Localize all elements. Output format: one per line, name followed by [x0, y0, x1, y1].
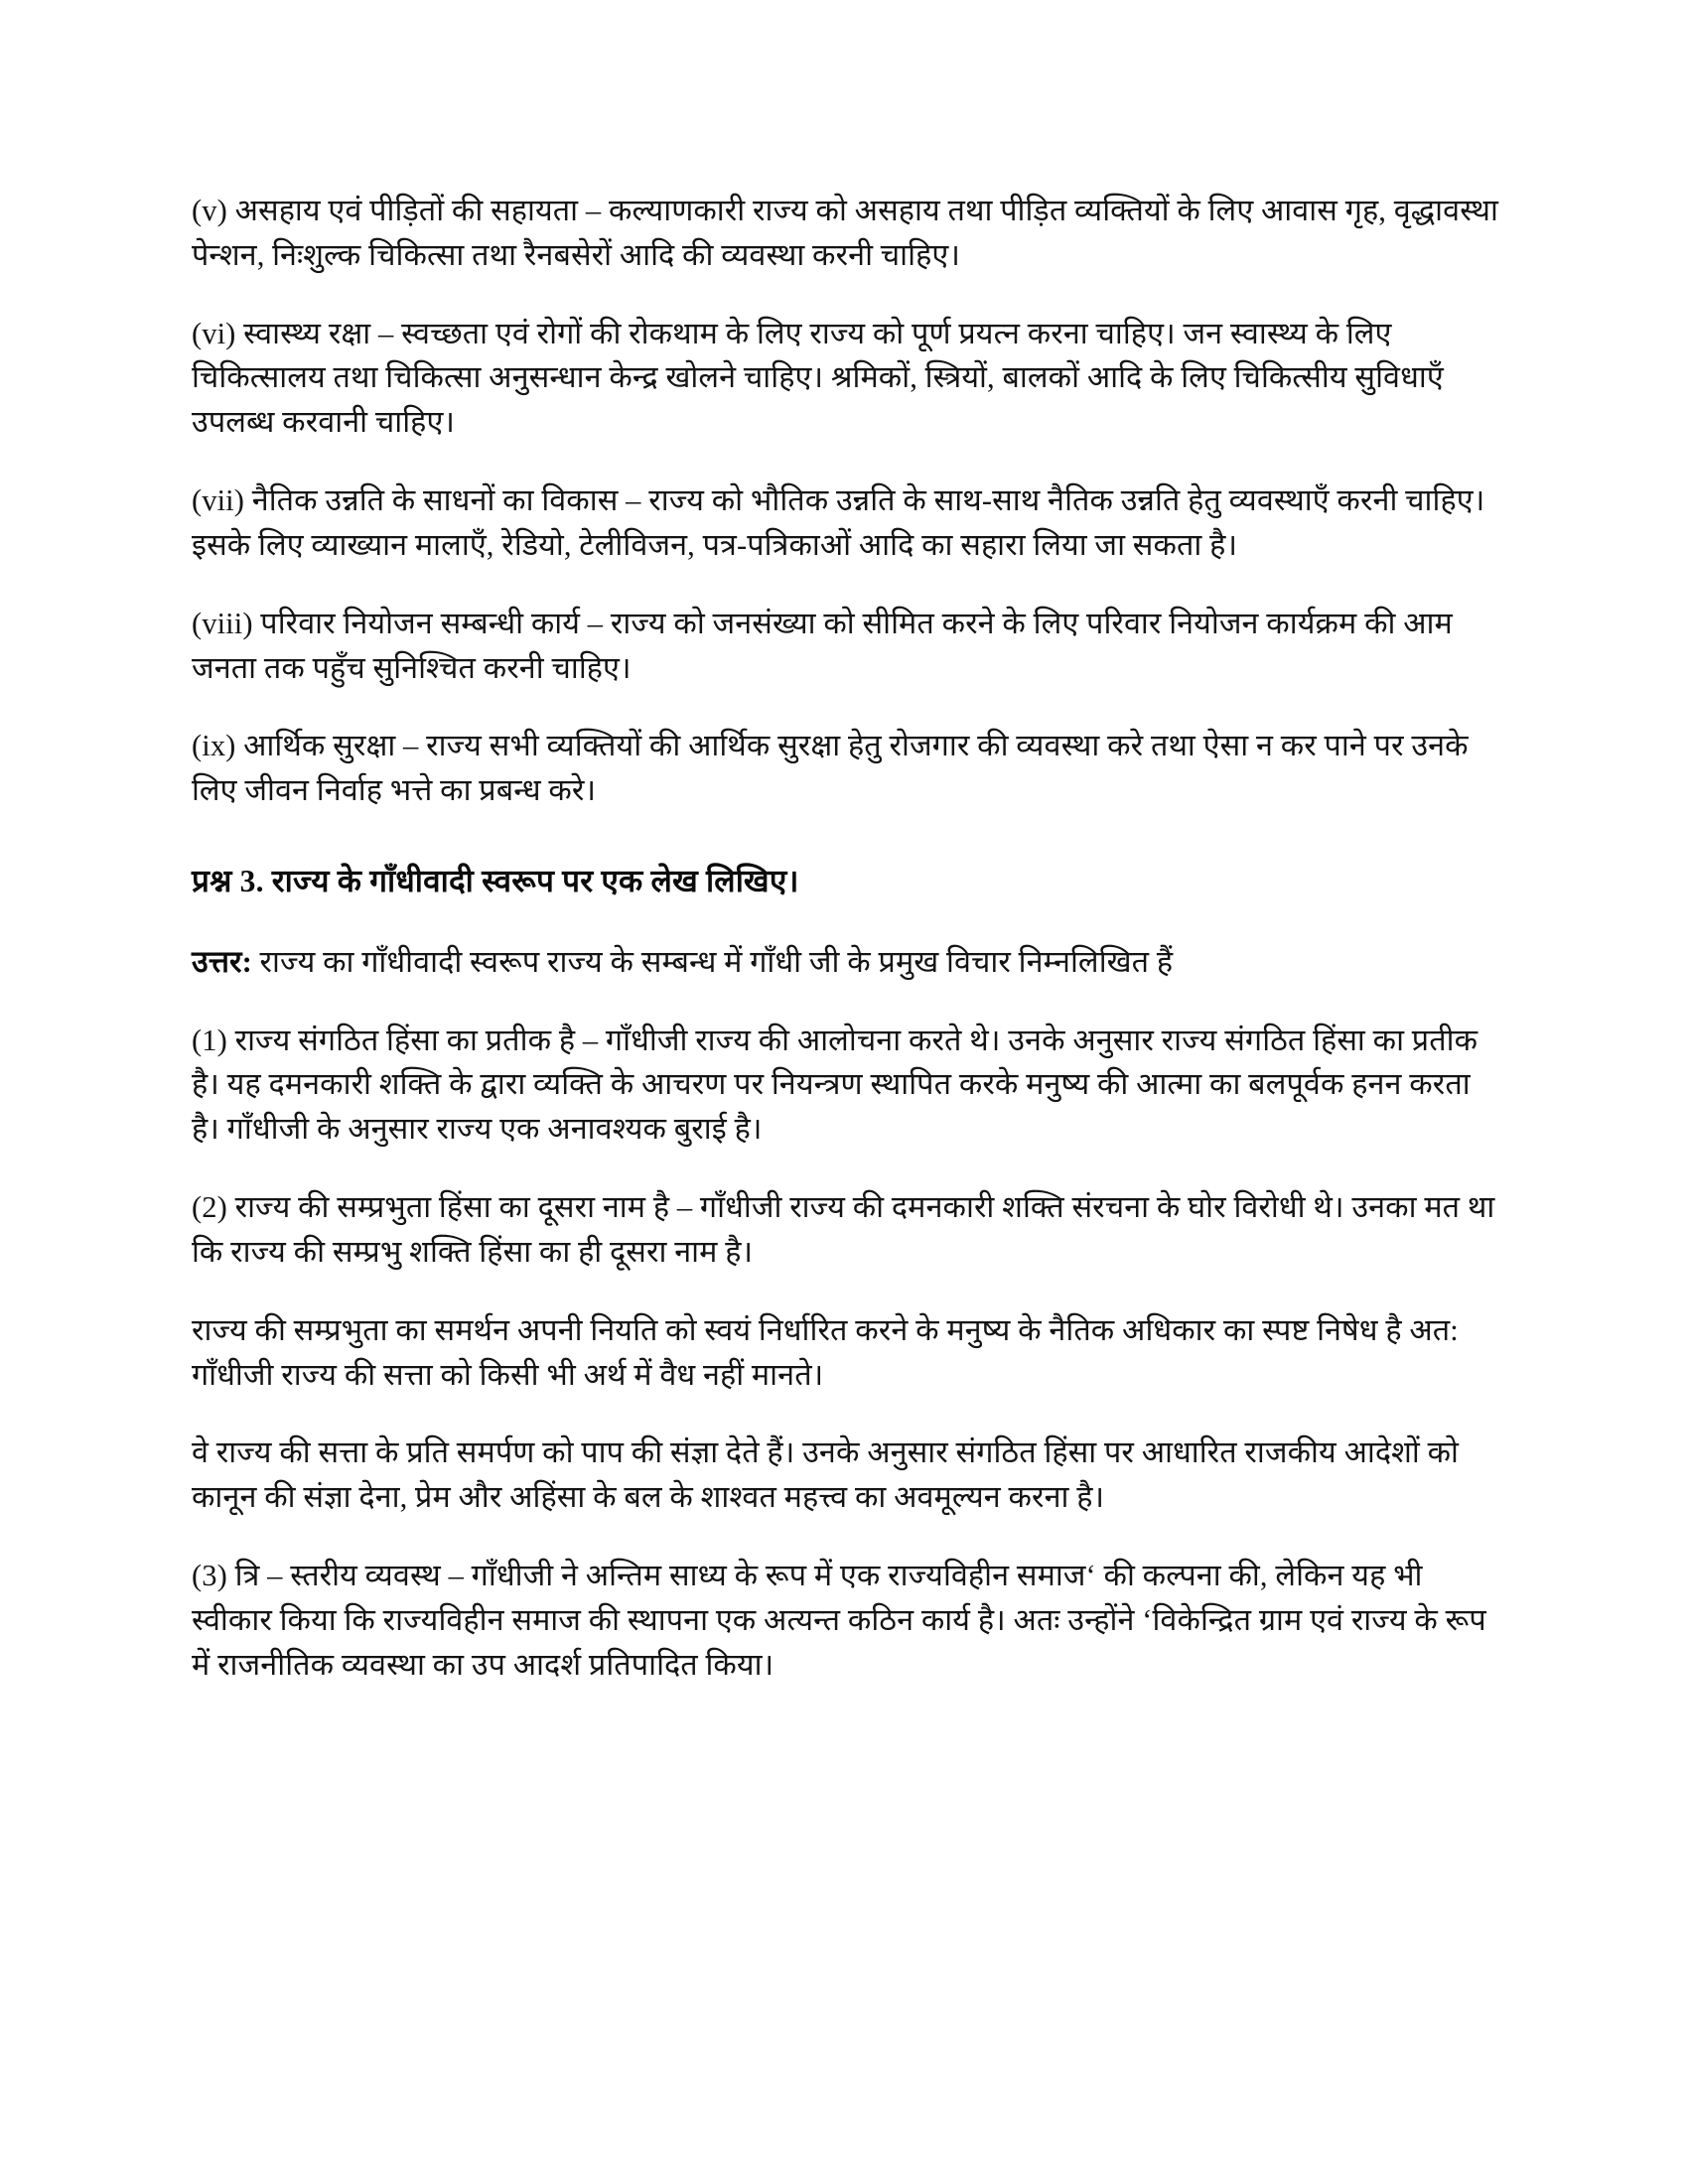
paragraph-point-vi: (vi) स्वास्थ्य रक्षा – स्वच्छता एवं रोगों की रोकथाम के लिए राज्य को पूर्ण प्रयत्न करना चाहिए। जन स्वास्थ्य के लिए चिकित्सालय तथा चिकित्सा अनुसन्धान केन्द्र खोलने चाहिए। श्रमिकों, स्त्रियों, बालकों आदि के लिए चिकित्सीय सुविधाएँ उपलब्ध करवानी चाहिए।: [192, 316, 1444, 440]
answer-intro-text: राज्य का गाँधीवादी स्वरूप राज्य के सम्बन्ध में गाँधी जी के प्रमुख विचार निम्नलिखित हैं: [251, 944, 1174, 979]
question-heading: प्रश्न 3. राज्य के गाँधीवादी स्वरूप पर एक लेख लिखिए।: [192, 864, 799, 899]
paragraph-answer-point-2-continued: राज्य की सम्प्रभुता का समर्थन अपनी नियति को स्वयं निर्धारित करने के मनुष्य के नैतिक अधिकार का स्पष्ट निषेध है अत: गाँधीजी राज्य की सत्ता को किसी भी अर्थ में वैध नहीं मानते।: [192, 1312, 1459, 1392]
paragraph-point-vii: (vii) नैतिक उन्नति के साधनों का विकास – राज्य को भौतिक उन्नति के साथ-साथ नैतिक उन्नति हेतु व्यवस्थाएँ करनी चाहिए। इसके लिए व्याख्यान मालाएँ, रेडियो, टेलीविजन, पत्र-पत्रिकाओं आदि का सहारा लिया जा सकता है।: [192, 483, 1485, 562]
answer-label: उत्तर:: [192, 944, 252, 979]
document-text-column: [192, 189, 1502, 1688]
paragraph-answer-point-1: (1) राज्य संगठित हिंसा का प्रतीक है – गाँधीजी राज्य की आलोचना करते थे। उनके अनुसार राज्य संगठित हिंसा का प्रतीक है। यह दमनकारी शक्ति के द्वारा व्यक्ति के आचरण पर नियन्त्रण स्थापित करके मनुष्य की आत्मा का बलपूर्वक हनन करता है। गाँधीजी के अनुसार राज्य एक अनावश्यक बुराई है।: [192, 1023, 1478, 1147]
paragraph-answer-point-2: (2) राज्य की सम्प्रभुता हिंसा का दूसरा नाम है – गाँधीजी राज्य की दमनकारी शक्ति संरचना के घोर विरोधी थे। उनका मत था कि राज्य की सम्प्रभु शक्ति हिंसा का ही दूसरा नाम है।: [192, 1190, 1495, 1269]
paragraph-answer-point-2-continued-2: वे राज्य की सत्ता के प्रति समर्पण को पाप की संज्ञा देते हैं। उनके अनुसार संगठित हिंसा पर आधारित राजकीय आदेशों को कानून की संज्ञा देना, प्रेम और अहिंसा के बल के शाश्वत महत्त्व का अवमूल्यन करना है।: [192, 1435, 1460, 1515]
answer-intro-paragraph: [192, 940, 1502, 985]
paragraph-answer-point-3: (3) त्रि – स्तरीय व्यवस्थ – गाँधीजी ने अन्तिम साध्य के रूप में एक राज्यविहीन समाज‘ की कल्पना की, लेकिन यह भी स्वीकार किया कि राज्यविहीन समाज की स्थापना एक अत्यन्त कठिन कार्य है। अतः उन्होंने ‘विकेन्द्रित ग्राम एवं राज्य के रूप में राजनीतिक व्यवस्था का उप आदर्श प्रतिपादित किया।: [192, 1559, 1486, 1682]
paragraph-point-viii: (viii) परिवार नियोजन सम्बन्धी कार्य – राज्य को जनसंख्या को सीमित करने के लिए परिवार नियोजन कार्यक्रम की आम जनता तक पहुँच सुनिश्चित करनी चाहिए।: [192, 606, 1453, 685]
paragraph-point-ix: (ix) आर्थिक सुरक्षा – राज्य सभी व्यक्तियों की आर्थिक सुरक्षा हेतु रोजगार की व्यवस्था करे तथा ऐसा न कर पाने पर उनके लिए जीवन निर्वाह भत्ते का प्रबन्ध करे।: [192, 729, 1469, 808]
paragraph-point-v: (v) असहाय एवं पीड़ितों की सहायता – कल्याणकारी राज्य को असहाय तथा पीड़ित व्यक्तियों के लिए आवास गृह, वृद्धावस्था पेन्शन, निःशुल्क चिकित्सा तथा रैनबसेरों आदि की व्यवस्था करनी चाहिए।: [192, 194, 1499, 272]
